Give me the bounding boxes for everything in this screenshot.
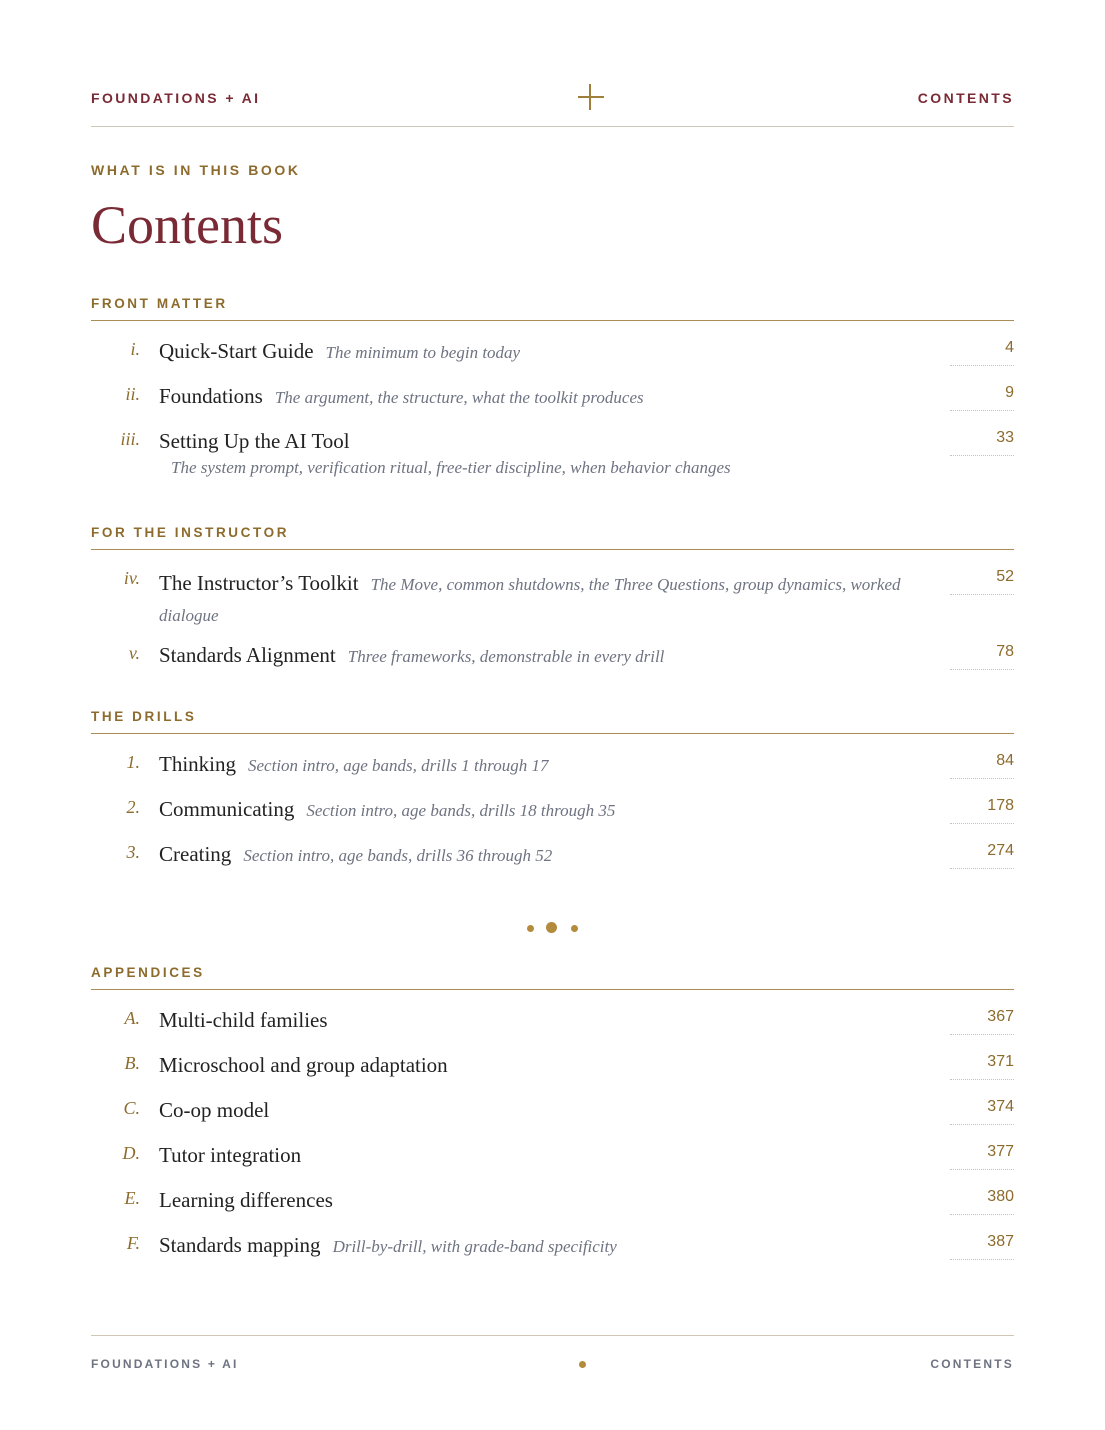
entry-subtitle: Section intro, age bands, drills 18 through 35 [306,801,616,820]
entry-page-number[interactable]: 377 [950,1143,1014,1170]
entry-title[interactable]: Foundations [159,384,263,408]
entry-subtitle: The system prompt, verification ritual, free-tier discipline, when behavior changes [171,458,731,477]
page-kicker: WHAT IS IN THIS BOOK [91,162,301,178]
entry-page-number[interactable]: 387 [950,1233,1014,1260]
footer-book-title: FOUNDATIONS + AI [91,1357,239,1371]
entry-number: iv. [123,568,140,588]
toc-entry[interactable] [91,568,1014,643]
entry-page-number[interactable]: 52 [950,568,1014,595]
header-section-name: CONTENTS [917,90,1014,106]
entry-page-number[interactable]: 33 [950,429,1014,456]
entry-number: E. [124,1188,140,1208]
entry-subtitle: Section intro, age bands, drills 36 through 52 [243,846,553,865]
section-rule [91,549,1014,550]
entry-title[interactable]: Creating [159,842,232,866]
toc-entry[interactable] [91,1188,1014,1233]
toc-entry[interactable] [91,797,1014,842]
dot-large [546,922,557,933]
entry-subtitle: Drill-by-drill, with grade-band specificity [332,1237,617,1256]
entry-subtitle: The argument, the structure, what the toolkit produces [274,388,644,407]
entry-number: 1. [126,752,140,772]
entry-title[interactable]: Communicating [159,797,295,821]
toc-entry[interactable] [91,1098,1014,1143]
entry-page-number[interactable]: 380 [950,1188,1014,1215]
footer-section-name: CONTENTS [930,1357,1014,1371]
entry-page-number[interactable]: 371 [950,1053,1014,1080]
entry-body [159,339,949,364]
section-label: FOR THE INSTRUCTOR [91,525,290,540]
entry-page-number[interactable]: 367 [950,1008,1014,1035]
entry-body [159,384,949,409]
entry-body [159,1143,949,1168]
entry-title[interactable]: Quick-Start Guide [159,339,314,363]
toc-entry[interactable] [91,429,1014,499]
entry-title[interactable]: Thinking [159,752,236,776]
entry-number: v. [128,643,140,663]
entry-page-number[interactable]: 9 [950,384,1014,411]
entry-subtitle: Section intro, age bands, drills 1 through 17 [248,756,549,775]
section-front-matter [91,295,1014,499]
entry-number: 2. [126,797,140,817]
header-book-title: FOUNDATIONS + AI [91,90,261,106]
entry-subtitle: The Move, common shutdowns, the Three Questions, group dynamics, worked dialogue [159,575,901,625]
entry-title[interactable]: Co-op model [159,1098,270,1122]
entry-number: C. [123,1098,140,1118]
entry-body [159,752,949,777]
entry-body [159,1233,949,1258]
entry-number: D. [122,1143,140,1163]
entry-number: B. [124,1053,140,1073]
entry-number: i. [130,339,140,359]
toc-entry[interactable] [91,384,1014,429]
entry-page-number[interactable]: 374 [950,1098,1014,1125]
toc-entry[interactable] [91,339,1014,384]
entry-title[interactable]: Learning differences [159,1188,333,1212]
section-the-drills [91,708,1014,887]
entry-number: F. [126,1233,140,1253]
entry-body [159,1008,949,1033]
entry-page-number[interactable]: 274 [950,842,1014,869]
entry-title[interactable]: The Instructor’s Toolkit [159,571,359,595]
entry-subtitle: Three frameworks, demonstrable in every drill [347,647,665,666]
entry-page-number[interactable]: 78 [950,643,1014,670]
toc-entry[interactable] [91,752,1014,797]
dot-icon [579,1361,586,1368]
footer-divider [91,1335,1014,1336]
three-dots-icon [525,921,585,935]
toc-entry[interactable] [91,1053,1014,1098]
section-rule [91,733,1014,734]
entry-title[interactable]: Setting Up the AI Tool [159,429,350,453]
entry-number: 3. [126,842,140,862]
entry-body [159,797,949,822]
toc-entry[interactable] [91,842,1014,887]
entry-page-number[interactable]: 178 [950,797,1014,824]
dot-small [527,925,534,932]
dot-small [571,925,578,932]
running-footer [91,1357,1014,1377]
entry-body [159,568,949,632]
section-appendices [91,964,1014,1278]
entry-title[interactable]: Microschool and group adaptation [159,1053,448,1077]
entry-body [159,643,949,668]
entry-body [159,1053,949,1078]
entry-number: A. [124,1008,140,1028]
section-label: FRONT MATTER [91,296,228,311]
entry-title[interactable]: Multi-child families [159,1008,328,1032]
toc-page [91,0,1014,1430]
entry-title[interactable]: Standards mapping [159,1233,321,1257]
section-rule [91,989,1014,990]
toc-entry[interactable] [91,643,1014,688]
entry-title[interactable]: Standards Alignment [159,643,336,667]
entry-number: ii. [125,384,140,404]
entry-page-number[interactable]: 84 [950,752,1014,779]
section-label: THE DRILLS [91,709,197,724]
section-label: APPENDICES [91,965,205,980]
running-header [91,82,1014,112]
entry-number: iii. [120,429,140,449]
toc-entry[interactable] [91,1143,1014,1188]
toc-entry[interactable] [91,1233,1014,1278]
header-divider [91,126,1014,127]
cross-icon [578,84,602,108]
entry-body [159,1098,949,1123]
entry-body [159,429,949,478]
toc-entry[interactable] [91,1008,1014,1053]
section-for-the-instructor [91,524,1014,688]
entry-page-number[interactable]: 4 [950,339,1014,366]
entry-body [159,1188,949,1213]
section-rule [91,320,1014,321]
entry-title[interactable]: Tutor integration [159,1143,302,1167]
entry-body [159,842,949,867]
entry-subtitle: The minimum to begin today [325,343,521,362]
page-title: Contents [91,195,284,255]
